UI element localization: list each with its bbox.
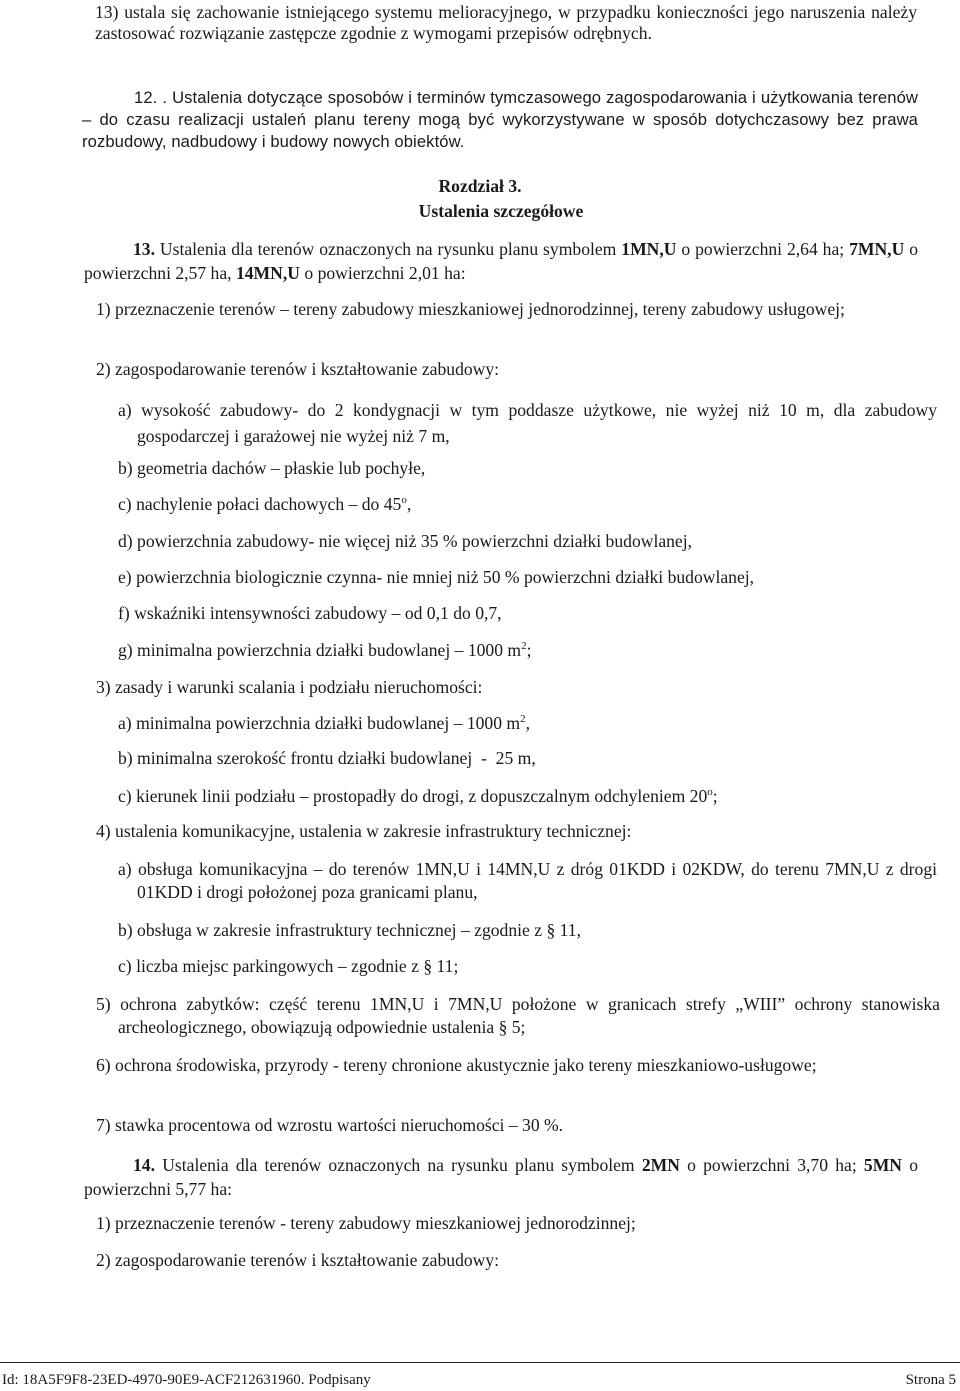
- list-item-1: 1) przeznaczenie terenów - tereny zabudowy mieszkaniowej jednorodzinnej;: [96, 1213, 636, 1233]
- paragraph-number: 14.: [133, 1155, 155, 1175]
- zone-symbol: 7MN,U: [849, 239, 905, 259]
- list-item-2b: b) geometria dachów – płaskie lub pochyłe,: [118, 458, 426, 478]
- list-item-text: ;: [526, 640, 532, 660]
- zone-symbol: 1MN,U: [621, 239, 677, 259]
- list-item-2e: e) powierzchnia biologicznie czynna- nie mniej niż 50 % powierzchni działki budowlanej,: [118, 567, 755, 587]
- paragraph-text: o powierzchni 2,01 ha:: [299, 263, 466, 283]
- degree-sup: o: [707, 786, 713, 798]
- chapter-title: Rozdział 3.: [438, 176, 522, 196]
- list-item-text: c) kierunek linii podziału – prostopadły do drogi, z dopuszczalnym odchyleniem 20: [118, 786, 708, 806]
- degree-sup: o: [401, 494, 407, 506]
- paragraph-text: o powierzchni 3,70 ha;: [679, 1155, 864, 1175]
- paragraph-text: Ustalenia dotyczące sposobów i terminów tymczasowego zagospodarowania i użytkowania terenów – do czasu realizacji ustaleń planu tereny mogą być wykorzystywane w sposób dotychczasowy bez prawa rozbudowy, nadbudowy i budowy nowych obiektów.: [82, 88, 918, 151]
- paragraph-text: Ustalenia dla terenów oznaczonych na rysunku planu symbolem: [155, 1155, 642, 1175]
- paragraph-12: [82, 87, 918, 153]
- list-item-2a: a) wysokość zabudowy- do 2 kondygnacji w tym poddasze użytkowe, nie wyżej niż 10 m, dla zabudowy gospodarczej i garażowej nie wyżej niż 7 m,: [118, 400, 937, 446]
- list-item-2d: d) powierzchnia zabudowy- nie więcej niż 35 % powierzchni działki budowlanej,: [118, 531, 693, 551]
- paragraph-14: [84, 1153, 918, 1201]
- paragraph-number: 12. .: [134, 88, 168, 107]
- list-item-text: a) minimalna powierzchnia działki budowlanej – 1000 m: [118, 713, 521, 733]
- list-item-text: c) nachylenie połaci dachowych – do 45: [118, 494, 402, 514]
- list-item-5: 5) ochrona zabytków: część terenu 1MN,U i 7MN,U położone w granicach strefy „WIII” ochrony stanowiska archeologicznego, obowiązują odpowiednie ustalenia § 5;: [96, 994, 940, 1037]
- list-item-3a: [118, 713, 918, 734]
- list-item-4: 4) ustalenia komunikacyjne, ustalenia w zakresie infrastruktury technicznej:: [96, 821, 632, 841]
- paragraph-text: o powierzchni 5,77 ha:: [84, 1155, 919, 1199]
- list-item-3c: [118, 786, 918, 807]
- list-item-text: 13) ustala się zachowanie istniejącego systemu melioracyjnego, w przypadku konieczności jego naruszenia należy zastosować rozwiązanie zastępcze zgodnie z wymogami przepisów odrębnych.: [95, 2, 917, 43]
- list-item-6: 6) ochrona środowiska, przyrody - tereny chronione akustycznie jako tereny mieszkaniowo-usługowe;: [96, 1055, 817, 1075]
- paragraph-text: Ustalenia dla terenów oznaczonych na rysunku planu symbolem: [155, 239, 622, 259]
- paragraph-13: [84, 237, 918, 285]
- zone-symbol: 5MN: [863, 1155, 903, 1175]
- list-item-7: 7) stawka procentowa od wzrostu wartości nieruchomości – 30 %.: [96, 1115, 564, 1135]
- list-item-3: 3) zasady i warunki scalania i podziału nieruchomości:: [96, 677, 483, 697]
- paragraph-text: o powierzchni 2,57 ha,: [84, 239, 919, 283]
- unit-sup: 2: [520, 713, 526, 725]
- list-item-13: [95, 2, 917, 44]
- chapter-subtitle: Ustalenia szczegółowe: [418, 201, 584, 221]
- document-id: Id: 18A5F9F8-23ED-4970-90E9-ACF212631960. Podpisany: [2, 1372, 371, 1388]
- list-item-2g: [118, 640, 918, 661]
- list-item-text: ,: [406, 494, 412, 514]
- list-item-2f: f) wskaźniki intensywności zabudowy – od 0,1 do 0,7,: [118, 603, 502, 623]
- footer-divider: [0, 1362, 960, 1363]
- paragraph-number: 13.: [133, 239, 155, 259]
- list-item-2: 2) zagospodarowanie terenów i kształtowanie zabudowy:: [96, 359, 500, 379]
- list-item-4c: c) liczba miejsc parkingowych – zgodnie z § 11;: [118, 956, 459, 976]
- zone-symbol: 14MN,U: [235, 263, 300, 283]
- zone-symbol: 2MN: [641, 1155, 680, 1175]
- paragraph-text: o powierzchni 2,64 ha;: [676, 239, 850, 259]
- list-item-1: 1) przeznaczenie terenów – tereny zabudowy mieszkaniowej jednorodzinnej, tereny zabudowy usługowej;: [96, 299, 845, 319]
- list-item-4a: a) obsługa komunikacyjna – do terenów 1MN,U i 14MN,U z dróg 01KDD i 02KDW, do terenu 7MN,U z drogi 01KDD i drogi położonej poza granicami planu,: [118, 859, 937, 902]
- list-item-text: ,: [525, 713, 531, 733]
- list-item-4b: b) obsługa w zakresie infrastruktury technicznej – zgodnie z § 11,: [118, 920, 581, 940]
- list-item-2: 2) zagospodarowanie terenów i kształtowanie zabudowy:: [96, 1250, 500, 1270]
- list-item-2c: [118, 494, 918, 515]
- page-number: Strona 5: [905, 1372, 956, 1388]
- unit-sup: 2: [521, 640, 527, 652]
- list-item-3b: b) minimalna szerokość frontu działki budowlanej - 25 m,: [118, 748, 536, 768]
- list-item-text: g) minimalna powierzchnia działki budowlanej – 1000 m: [118, 640, 522, 660]
- list-item-text: ;: [712, 786, 718, 806]
